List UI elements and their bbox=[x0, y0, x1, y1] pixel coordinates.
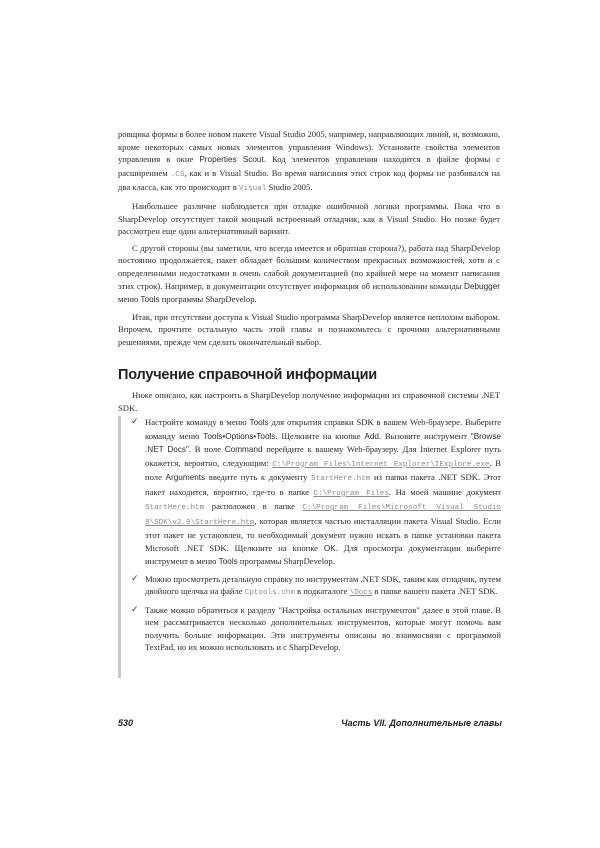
body-text bbox=[118, 128, 500, 353]
paragraph-3: С другой стороны (вы заметили, что всегда имеется и обратная сторона?), работа над SharpDevelop постоянно продолжается, пакет обладает большим количеством прекрасных возможностей, хотя и с определенными недостатками в очень слабой документацией (по крайней мере на момент написания этих строк). Например, в документации отсутствует информация об использовании команды Debugger меню Tools программы SharpDevelop. bbox=[118, 242, 500, 305]
list-item: ✓ Можно просмотреть детальную справку по инструментам .NET SDK, таким как отладчик, путем двойного щелчка на файле Cptools.chm в подкаталоге \Docs в папке вашего пакета .NET SDK. bbox=[131, 573, 501, 597]
menu-term: Properties Scout bbox=[199, 155, 264, 165]
list-item: ✓ Также можно обратиться к разделу "Настройка остальных инструментов" далее в этой главе. В нем рассматривается несколько дополнительных инструментов, которые могут помочь вам получить больше информации. Эти инструменты описаны во взаимосвязи с программой TextPad, но их можно использовать и с SharpDevelop. bbox=[131, 604, 501, 652]
code-term: C:\Program Files\Internet Explorer\IExplore.exe bbox=[272, 460, 490, 469]
code-term: StartHere.htm bbox=[145, 504, 205, 512]
menu-term: "Browse .NET Docs" bbox=[145, 431, 501, 454]
check-icon: ✓ bbox=[131, 573, 139, 584]
section-heading: Получение справочной информации bbox=[118, 367, 378, 383]
list-item: ✓ Настройте команду в меню Tools для открытия справки SDK в вашем Web-браузере. Выберите команду меню Tools•Options•Tools. Щелкните на кнопке Add. Вызовите инструмент "Browse .NET Docs". В поле Command перейдите к вашему Web-браузеру. Для Internet Explorer путь окажется, вероятно, следующим: C:\Program Files\Internet Explorer\IExplore.exe. В поле Arguments введите путь к документу StartHere.htm из папки пакета .NET SDK. Этот пакет находится, вероятно, где-то в папке C:\Program Files. На моей машине документ StartHere.htm расположен в папке C:\Program Files\Microsoft Visual Studio 8\SDK\v2.0\StartHere.htm, которая является частью инсталляции пакета Visual Studio. Если этот пакет не установлен, то необходимый документ нужно искать в папке установки пакета Microsoft .NET SDK. Щелкните на кнопке OK. Для просмотра документации выберите инструмент в меню Tools программы SharpDevelop. bbox=[131, 417, 502, 566]
tip-box bbox=[118, 416, 505, 678]
menu-term: Tools•Options•Tools bbox=[203, 431, 276, 441]
menu-term: Add bbox=[364, 431, 379, 441]
menu-term: Arguments bbox=[165, 473, 206, 482]
section-intro: Ниже описано, как настроить в SharpDevelop получение информации из справочной системы .NET SDK. bbox=[118, 390, 500, 413]
code-term: Cptools.chm bbox=[244, 589, 295, 597]
paragraph-4: Итак, при отсутствии доступа к Visual Studio программа SharpDevelop является неплохим выбором. Впрочем, прочтите остальную часть этой главы и познакомьтесь с прочими альтернативными решениями, прежде чем сделать окончательный выбор. bbox=[118, 311, 500, 347]
menu-term: Tools bbox=[140, 295, 160, 305]
menu-term: OK bbox=[323, 543, 336, 553]
tip-list bbox=[131, 416, 501, 658]
code-term: C:\Program Files\Microsoft Visual Studio 8\SDK\v2.0\StartHere.htm bbox=[145, 504, 501, 527]
code-term: StartHere.htm bbox=[311, 475, 371, 483]
part-title: Часть VII. Дополнительные главы bbox=[341, 718, 502, 728]
check-icon: ✓ bbox=[131, 417, 139, 427]
paragraph-2: Наибольшее различие наблюдается при отладке ошибочной логики программы. Пока что в SharpDevelop отсутствует такой мощный встроенный отладчик, как в Visual Studio. Но позже будет рассмотрен еще один альтернативный вариант. bbox=[118, 200, 500, 237]
code-term: .CS bbox=[170, 170, 185, 179]
menu-term: Command bbox=[224, 445, 263, 454]
code-term: Visual bbox=[238, 185, 267, 194]
menu-term: Debugger bbox=[464, 281, 500, 291]
paragraph-1: ровщика формы в более новом пакете Visual Studio 2005, например, направляющих линий, и, возможно, кроме некоторых самых новых элементов управления Windows). Установите свойства элементов управления в окне Properties Scout. Код элементов управления находится в файле формы с расширением .CS, как и в Visual Studio. Во время написания этих строк код формы не разбивался на два класса, как это происходит в Visual Studio 2005. bbox=[118, 129, 501, 194]
menu-term: Tools bbox=[218, 557, 238, 566]
menu-term: Tools bbox=[249, 418, 269, 427]
check-icon: ✓ bbox=[131, 604, 139, 615]
code-term: \Docs bbox=[349, 589, 373, 597]
page-number: 530 bbox=[118, 718, 134, 728]
code-term: C:\Program Files bbox=[313, 489, 389, 498]
